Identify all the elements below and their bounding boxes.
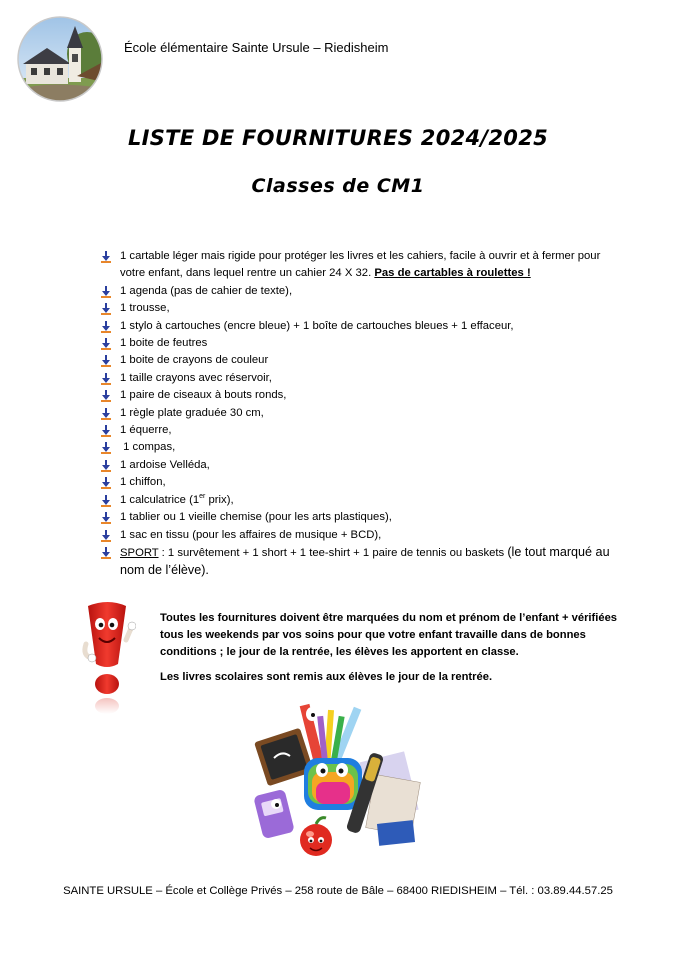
- arrow-bullet-icon: [100, 442, 112, 454]
- item-text: 1 boite de crayons de couleur: [120, 354, 269, 367]
- item-text: 1 équerre,: [120, 424, 172, 437]
- list-item: [98, 544, 622, 581]
- item-text: 1 boite de feutres: [120, 337, 208, 350]
- item-text: 1 tablier ou 1 vieille chemise (pour les arts plastiques),: [120, 511, 392, 524]
- item-superscript: er: [199, 492, 206, 500]
- arrow-bullet-icon: [100, 408, 112, 420]
- page-title: LISTE DE FOURNITURES 2024/2025: [127, 126, 549, 150]
- item-text-end: prix),: [205, 493, 234, 506]
- notice-textbooks: Les livres scolaires sont remis aux élèves le jour de la rentrée.: [160, 671, 493, 683]
- item-emphasis: Pas de cartables à roulettes !: [374, 267, 531, 280]
- item-text: 1 cartable léger mais rigide pour protéger les livres et les cahiers, facile à ouvrir et à fermer pour votre enfant, dans lequel rentre un cahier 24 X 32.: [120, 250, 601, 280]
- list-item: [98, 527, 622, 544]
- arrow-bullet-icon: [100, 390, 112, 402]
- list-item: [98, 352, 622, 369]
- item-label: SPORT: [120, 546, 159, 559]
- list-item: [98, 300, 622, 317]
- item-text: 1 trousse,: [120, 302, 170, 315]
- list-item: [98, 335, 622, 352]
- arrow-bullet-icon: [100, 373, 112, 385]
- list-item: [98, 248, 622, 283]
- item-text: 1 compas,: [120, 441, 176, 454]
- school-logo: [17, 16, 103, 102]
- arrow-bullet-icon: [100, 425, 112, 437]
- arrow-bullet-icon: [100, 495, 112, 507]
- item-text: 1 taille crayons avec réservoir,: [120, 371, 272, 384]
- school-name: École élémentaire Sainte Ursule – Riedisheim: [124, 40, 389, 55]
- arrow-bullet-icon: [100, 338, 112, 350]
- arrow-bullet-icon: [100, 460, 112, 472]
- list-item: [98, 387, 622, 404]
- notice-text: Toutes les fournitures doivent être marquées du nom et prénom de l’enfant + vérifiées tous les weekends par vos soins pour que votre enfant travaille dans de bonnes conditions ; le jour de la rentrée, les élèves les apportent en classe.: [160, 612, 618, 659]
- item-text: 1 chiffon,: [120, 476, 166, 489]
- item-text-tail: (le tout marqué au nom de l’élève).: [120, 544, 610, 578]
- list-item: [98, 283, 622, 300]
- list-item: [98, 474, 622, 491]
- arrow-bullet-icon: [100, 303, 112, 315]
- page-subtitle: Classes de CM1: [251, 175, 425, 197]
- arrow-bullet-icon: [100, 286, 112, 298]
- list-item: [98, 318, 622, 335]
- item-text: : 1 survêtement + 1 short + 1 tee-shirt + 1 paire de tennis ou baskets: [158, 546, 508, 559]
- arrow-bullet-icon: [100, 251, 112, 263]
- item-text: 1 sac en tissu (pour les affaires de musique + BCD),: [120, 528, 382, 541]
- list-item: [98, 405, 622, 422]
- item-text: 1 agenda (pas de cahier de texte),: [120, 284, 293, 297]
- arrow-bullet-icon: [100, 355, 112, 367]
- list-item: [98, 457, 622, 474]
- school-supplies-illustration: [246, 696, 422, 864]
- item-text: 1 stylo à cartouches (encre bleue) + 1 boîte de cartouches bleues + 1 effaceur,: [120, 319, 514, 332]
- list-item: [98, 370, 622, 387]
- arrow-bullet-icon: [100, 530, 112, 542]
- list-item: [98, 509, 622, 526]
- footer-address: SAINTE URSULE – École et Collège Privés – 258 route de Bâle – 68400 RIEDISHEIM – Tél. : 03.89.44.57.25: [63, 885, 613, 897]
- arrow-bullet-icon: [100, 477, 112, 489]
- arrow-bullet-icon: [100, 512, 112, 524]
- arrow-bullet-icon: [100, 547, 112, 559]
- item-text: 1 règle plate graduée 30 cm,: [120, 406, 264, 419]
- list-item: [98, 422, 622, 439]
- supplies-list: [98, 248, 622, 581]
- exclamation-mascot: [80, 600, 136, 722]
- item-text: 1 calculatrice (1: [120, 493, 200, 506]
- list-item: [98, 492, 622, 509]
- item-text: 1 ardoise Velléda,: [120, 458, 210, 471]
- item-text: 1 paire de ciseaux à bouts ronds,: [120, 389, 287, 402]
- arrow-bullet-icon: [100, 321, 112, 333]
- list-item: [98, 439, 622, 456]
